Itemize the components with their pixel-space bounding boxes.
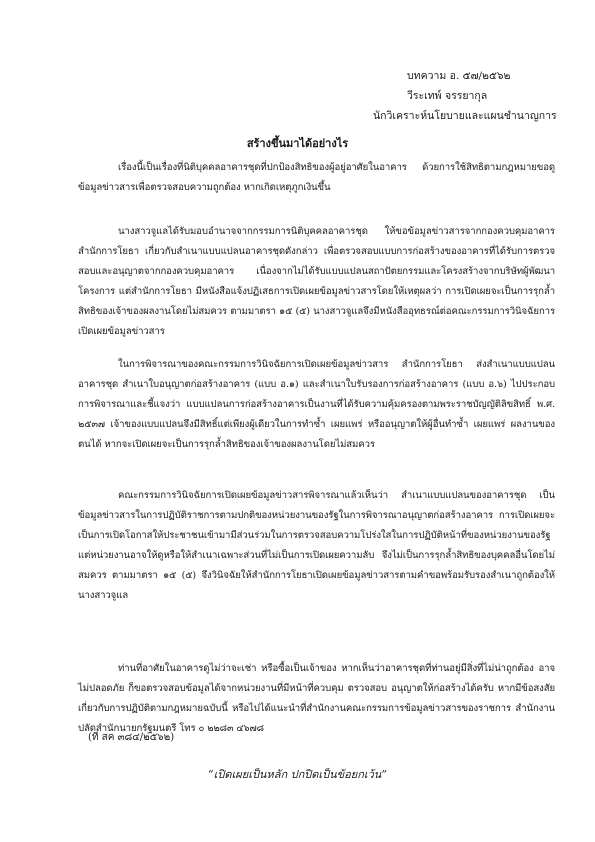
paragraph-advice: ท่านที่อาศัยในอาคารดูไม่ว่าจะเช่า หรือซื้อเป็นเจ้าของ หากเห็นว่าอาคารชุดที่ท่านอยู่มีสิ่งที่ไม่น่าถูกต้อง อาจไม่ปลอดภัย ก็ขอตรวจสอบข้อมูลได้จากหน่วยงานที่มีหน้าที่ควบคุม ตรวจสอบ อนุญาตให้ก่อสร้างได้ครับ หากมีข้อสงสัยเกี่ยวกับการปฏิบัติตามกฎหมายฉบับนี้ หรือไปได้แนะนำที่สำนักงานคณะกรรมการข้อมูลข่าวสารของราชการ สำนักงานปลัดสำนักนายกรัฐมนตรี โทร ๐ ๒๒๘๓ ๔๖๗๘ bbox=[78, 663, 555, 734]
paragraph-request: นางสาวจูแลได้รับมอบอำนาจจากกรรมการนิติบุคคลอาคารชุด ให้ขอข้อมูลข่าวสารจากกองควบคุมอาคาร สำนักการโยธา เกี่ยวกับสำเนาแบบแปลนอาคารชุดดังกล่าว เพื่อตรวจสอบแบบการก่อสร้างของอาคารที่ได้รับการตรวจสอบและอนุญาตจากกองควบคุมอาคาร เนื่องจากไม่ได้รับแบบแปลนสถาปัตยกรรมและโครงสร้างจากบริษัทผู้พัฒนาโครงการ แต่สำนักการโยธา มีหนังสือแจ้งปฏิเสธการเปิดเผยข้อมูลข่าวสารโดยให้เหตุผลว่า การเปิดเผยจะเป็นการรุกล้ำสิทธิของเจ้าของผลงานโดยไม่สมควร ตามมาตรา ๑๕ (๕) นางสาวจูแลจึงมีหนังสืออุทธรณ์ต่อคณะกรรมการวินิจฉัยการเปิดเผยข้อมูลข่าวสาร bbox=[78, 226, 555, 337]
paragraph-intro: เรื่องนี้เป็นเรื่องที่นิติบุคคลอาคารชุดที่ปกป้องสิทธิของผู้อยู่อาศัยในอาคาร ด้วยการใช้สิทธิตามกฎหมายขอดูข้อมูลข่าวสารเพื่อตรวจสอบความถูกต้อง หากเกิดเหตุภูกเงินขึ้น bbox=[78, 162, 555, 193]
paragraph-agency-response: ในการพิจารณาของคณะกรรมการวินิจฉัยการเปิดเผยข้อมูลข่าวสาร สำนักการโยธา ส่งสำเนาแบบแปลนอาคารชุด สำเนาใบอนุญาตก่อสร้างอาคาร (แบบ อ.๑) และสำเนาใบรับรองการก่อสร้างอาคาร (แบบ อ.๖) ไปประกอบการพิจารณาและชี้แจงว่า แบบแปลนการก่อสร้างอาคารเป็นงานที่ได้รับความคุ้มครองตามพระราชบัญญัติลิขสิทธิ์ พ.ศ. ๒๕๓๗ เจ้าของแบบแปลนจึงมีสิทธิ์แต่เพียงผู้เดียวในการทำซ้ำ เผยแพร่ หรืออนุญาตให้ผู้อื่นทำซ้ำ เผยแพร่ ผลงานของตนได้ หากจะเปิดเผยจะเป็นการรุกล้ำสิทธิของเจ้าของผลงานโดยไม่สมควร bbox=[78, 359, 555, 450]
motto: “เปิดเผยเป็นหลัก ปกปิดเป็นข้อยกเว้น” bbox=[208, 768, 387, 781]
case-reference-number: (ที่ สค ๓๘๔/๒๕๖๒) bbox=[88, 732, 175, 743]
paragraph-committee-ruling: คณะกรรมการวินิจฉัยการเปิดเผยข้อมูลข่าวสารพิจารณาแล้วเห็นว่า สำเนาแบบแปลนของอาคารชุด เป็นข้อมูลข่าวสารในการปฏิบัติราชการตามปกติของหน่วยงานของรัฐในการพิจารณาอนุญาตก่อสร้างอาคาร การเปิดเผยจะเป็นการเปิดโอกาสให้ประชาชนเข้ามามีส่วนร่วมในการตรวจสอบความโปร่งใสในการปฏิบัติหน้าที่ของหน่วยงานของรัฐ แต่หน่วยงานอาจให้ดูหรือให้สำเนาเฉพาะส่วนที่ไม่เป็นการเปิดเผยความลับ จึงไม่เป็นการรุกล้ำสิทธิของบุคคลอื่นโดยไม่สมควร ตามมาตรา ๑๕ (๕) จึงวินิจฉัยให้สำนักการโยธาเปิดเผยข้อมูลข่าวสารตามคำขอพร้อมรับรองสำเนาถูกต้องให้นางสาวจูแล bbox=[78, 490, 555, 601]
author-name: วีระเทพ์ จรรยากุล bbox=[407, 90, 488, 102]
author-position: นักวิเคราะห์นโยบายและแผนชำนาญการ bbox=[373, 110, 557, 122]
article-title: สร้างขึ้นมาได้อย่างไร bbox=[246, 137, 349, 150]
document-header bbox=[355, 66, 565, 126]
article-reference: บทความ อ. ๕๗/๒๕๖๒ bbox=[407, 70, 511, 82]
